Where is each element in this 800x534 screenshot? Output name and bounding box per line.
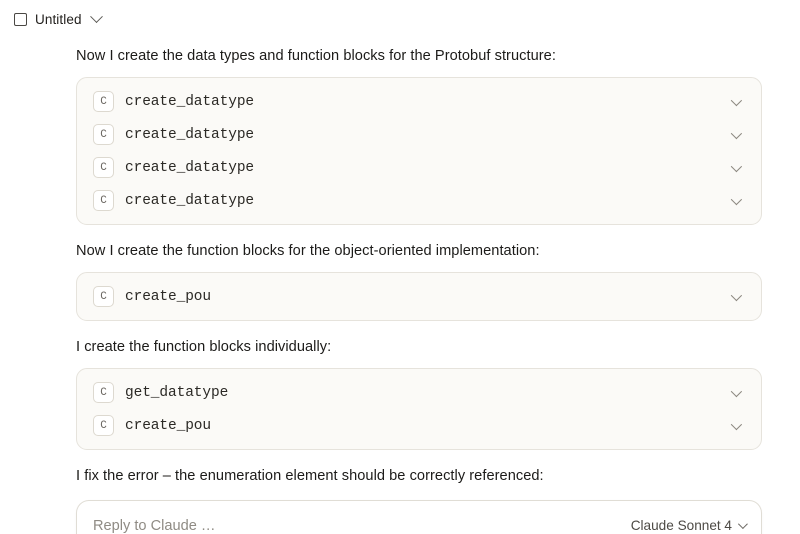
assistant-paragraph: Now I create the function blocks for the object-oriented implementation:	[76, 243, 540, 260]
message-composer[interactable]	[76, 500, 762, 534]
titlebar	[0, 0, 800, 34]
chevron-down-icon[interactable]	[738, 519, 748, 529]
chevron-down-icon[interactable]	[731, 194, 742, 205]
model-selector[interactable]	[619, 518, 745, 533]
tool-call-name: create_datatype	[125, 126, 255, 143]
tool-call-name: create_datatype	[125, 192, 255, 209]
tool-badge-icon: C	[93, 91, 114, 112]
chevron-down-icon[interactable]	[731, 161, 742, 172]
tool-call-row[interactable]	[83, 85, 755, 118]
chevron-down-icon[interactable]	[731, 128, 742, 139]
tool-call-row[interactable]	[83, 280, 755, 313]
tool-call-group	[76, 368, 762, 450]
chevron-down-icon[interactable]	[731, 290, 742, 301]
tool-call-name: create_datatype	[125, 159, 255, 176]
tool-call-row[interactable]	[83, 376, 755, 409]
tool-call-row[interactable]	[83, 409, 755, 442]
tool-call-row[interactable]	[83, 184, 755, 217]
assistant-paragraph: I fix the error – the enumeration element should be correctly referenced:	[76, 468, 544, 485]
tool-call-name: create_pou	[125, 288, 212, 305]
tool-call-row[interactable]	[83, 151, 755, 184]
chevron-down-icon[interactable]	[90, 10, 103, 23]
tool-call-name: create_pou	[125, 417, 212, 434]
tool-call-name: get_datatype	[125, 384, 229, 401]
tool-call-name: create_datatype	[125, 93, 255, 110]
document-icon	[14, 13, 27, 26]
tool-call-group	[76, 272, 762, 321]
page-title: Untitled	[35, 11, 82, 27]
chevron-down-icon[interactable]	[731, 95, 742, 106]
tool-call-group	[76, 77, 762, 225]
reply-input[interactable]	[93, 518, 619, 534]
tool-badge-icon: C	[93, 124, 114, 145]
chevron-down-icon[interactable]	[731, 386, 742, 397]
tool-badge-icon: C	[93, 286, 114, 307]
tool-call-row[interactable]	[83, 118, 755, 151]
model-selector-label: Claude Sonnet 4	[630, 518, 732, 534]
tool-badge-icon: C	[93, 415, 114, 436]
assistant-paragraph: I create the function blocks individually:	[76, 339, 332, 356]
tool-badge-icon: C	[93, 157, 114, 178]
tool-badge-icon: C	[93, 382, 114, 403]
conversation-body	[0, 34, 800, 534]
tool-badge-icon: C	[93, 190, 114, 211]
chevron-down-icon[interactable]	[731, 419, 742, 430]
assistant-paragraph: Now I create the data types and function blocks for the Protobuf structure:	[76, 48, 556, 64]
